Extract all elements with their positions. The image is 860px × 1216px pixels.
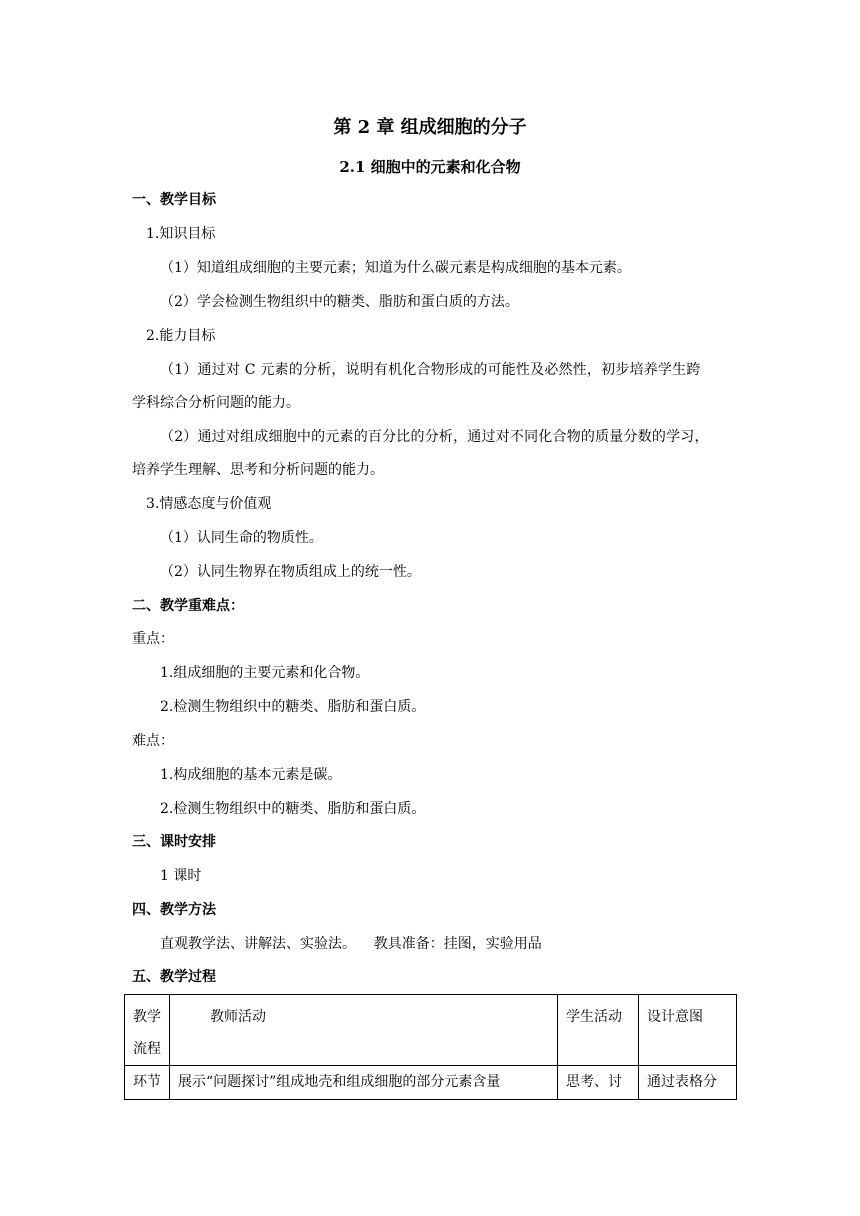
knowledge-goal-label: 1.知识目标 <box>146 226 216 242</box>
difficult-points-label: 难点： <box>132 733 174 749</box>
emotion-goal-item: （1）认同生命的物质性。 <box>160 530 323 546</box>
ability-goal-label: 2.能力目标 <box>146 328 216 344</box>
ability-goal-item-2-line1: （2）通过对组成细胞中的元素的百分比的分析，通过对不同化合物的质量分数的学习， <box>160 429 709 445</box>
sec3-heading: 三、课时安排 <box>132 834 216 850</box>
emotion-goal-item: （2）认同生物界在物质组成上的统一性。 <box>160 564 421 580</box>
section-subtitle: 2.1 细胞中的元素和化合物 <box>339 158 521 176</box>
table-header-cell <box>125 995 170 1066</box>
class-hours-text: 1 课时 <box>160 868 202 884</box>
key-point-item: 2.检测生物组织中的糖类、脂肪和蛋白质。 <box>160 699 426 715</box>
table-header-cell <box>558 995 639 1066</box>
row-stage: 环节 <box>133 1074 161 1090</box>
header-teacher-activity: 教师活动 <box>210 1009 266 1025</box>
sec2-heading: 二、教学重难点： <box>132 598 244 614</box>
difficult-point-item: 2.检测生物组织中的糖类、脂肪和蛋白质。 <box>160 801 426 817</box>
chapter-title: 第 2 章 组成细胞的分子 <box>333 117 527 138</box>
ability-goal-item-1-line2: 学科综合分析问题的能力。 <box>132 395 300 411</box>
teaching-process-table <box>124 994 737 1100</box>
table-row <box>125 1066 737 1100</box>
row-student-activity: 思考、讨 <box>566 1074 622 1090</box>
table-header-cell <box>170 995 558 1066</box>
teaching-methods-text: 直观教学法、讲解法、实验法。 教具准备：挂图，实验用品 <box>160 936 542 952</box>
difficult-point-item: 1.构成细胞的基本元素是碳。 <box>160 767 342 783</box>
table-cell <box>558 1066 639 1100</box>
header-design-intent: 设计意图 <box>647 1009 703 1025</box>
table-cell <box>639 1066 737 1100</box>
key-point-item: 1.组成细胞的主要元素和化合物。 <box>160 665 370 681</box>
header-flow-line1: 教学 <box>133 1009 161 1025</box>
knowledge-goal-item: （1）知道组成细胞的主要元素；知道为什么碳元素是构成细胞的基本元素。 <box>160 260 631 276</box>
sec1-heading: 一、教学目标 <box>132 192 216 208</box>
knowledge-goal-item: （2）学会检测生物组织中的糖类、脂肪和蛋白质的方法。 <box>160 294 519 310</box>
header-flow-line2: 流程 <box>133 1041 161 1057</box>
table-cell <box>125 1066 170 1100</box>
emotion-goal-label: 3.情感态度与价值观 <box>146 496 272 512</box>
table-header-cell <box>639 995 737 1066</box>
ability-goal-item-2-line2: 培养学生理解、思考和分析问题的能力。 <box>132 462 384 478</box>
table-header-row <box>125 995 737 1066</box>
row-teacher-activity: 展示“问题探讨”组成地壳和组成细胞的部分元素含量 <box>178 1074 501 1090</box>
sec5-heading: 五、教学过程 <box>132 969 216 985</box>
table-cell <box>170 1066 558 1100</box>
ability-goal-item-1-line1: （1）通过对 C 元素的分析，说明有机化合物形成的可能性及必然性，初步培养学生跨 <box>160 362 701 378</box>
header-student-activity: 学生活动 <box>566 1009 622 1025</box>
row-design-intent: 通过表格分 <box>647 1074 717 1090</box>
key-points-label: 重点： <box>132 631 174 647</box>
sec4-heading: 四、教学方法 <box>132 902 216 918</box>
